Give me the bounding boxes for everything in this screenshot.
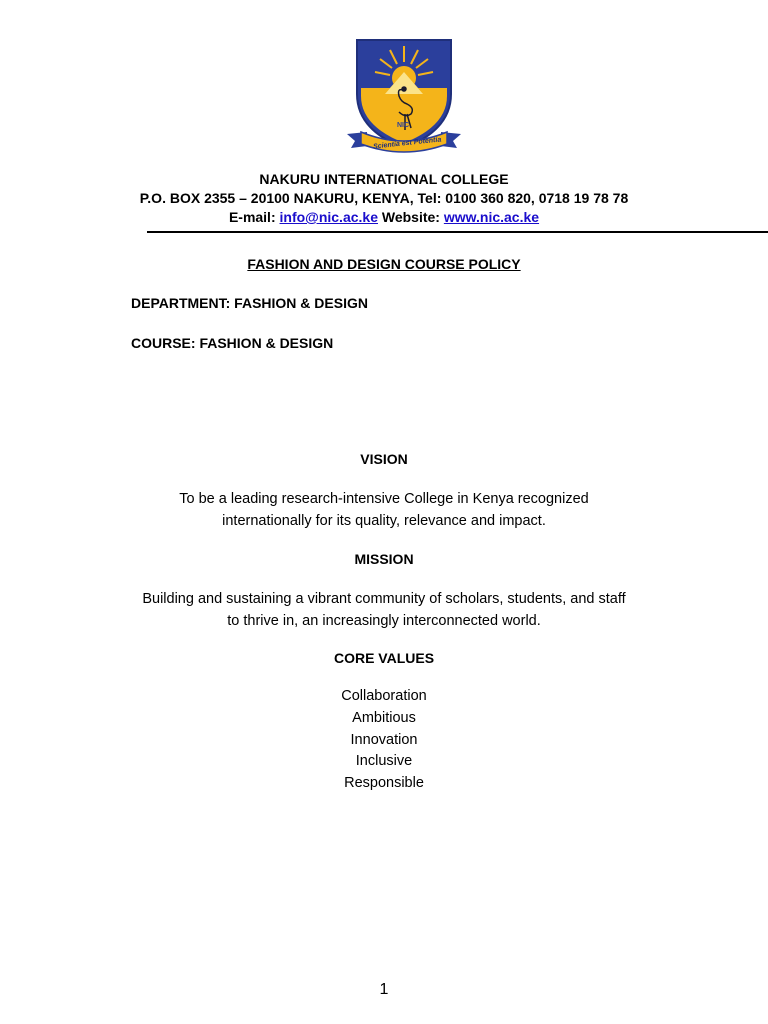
core-values-title: CORE VALUES [333,650,435,666]
email-label: E-mail: [228,209,276,225]
core-value-item: Ambitious [352,709,416,726]
core-value-item: Inclusive [355,753,413,770]
core-value-item: Collaboration [341,688,427,704]
page-number: 1 [379,981,389,998]
core-value-item: Responsible [344,775,424,792]
logo-motto: Scientia est Potentia [372,136,442,151]
college-address: P.O. BOX 2355 – 20100 NAKURU, KENYA, Tel: 0100 360 820, 0718 19 78 78 [139,190,629,206]
header-divider [147,231,768,233]
course-line: COURSE: FASHION & DESIGN [131,335,334,351]
policy-title: FASHION AND DESIGN COURSE POLICY [247,256,521,272]
vision-text [0,488,768,532]
mission-line-2: to thrive in, an increasingly interconnected world. [227,613,541,629]
logo-initials: NIC [397,122,410,129]
website-label: Website: [381,209,440,225]
mission-text [0,588,768,632]
mission-title: MISSION [354,551,414,567]
contact-line [0,208,768,227]
vision-line-1: To be a leading research-intensive College in Kenya recognized [179,491,589,507]
email-link[interactable]: info@nic.ac.ke [279,209,378,225]
college-logo [345,34,463,160]
vision-line-2: internationally for its quality, relevance and impact. [222,513,546,529]
college-name: NAKURU INTERNATIONAL COLLEGE [259,171,509,187]
mission-line-1: Building and sustaining a vibrant community of scholars, students, and staff [142,591,626,607]
department-line: DEPARTMENT: FASHION & DESIGN [131,295,368,311]
website-link[interactable]: www.nic.ac.ke [443,209,540,225]
core-values-list [0,686,768,795]
vision-title: VISION [360,451,408,467]
core-value-item: Innovation [350,731,418,748]
